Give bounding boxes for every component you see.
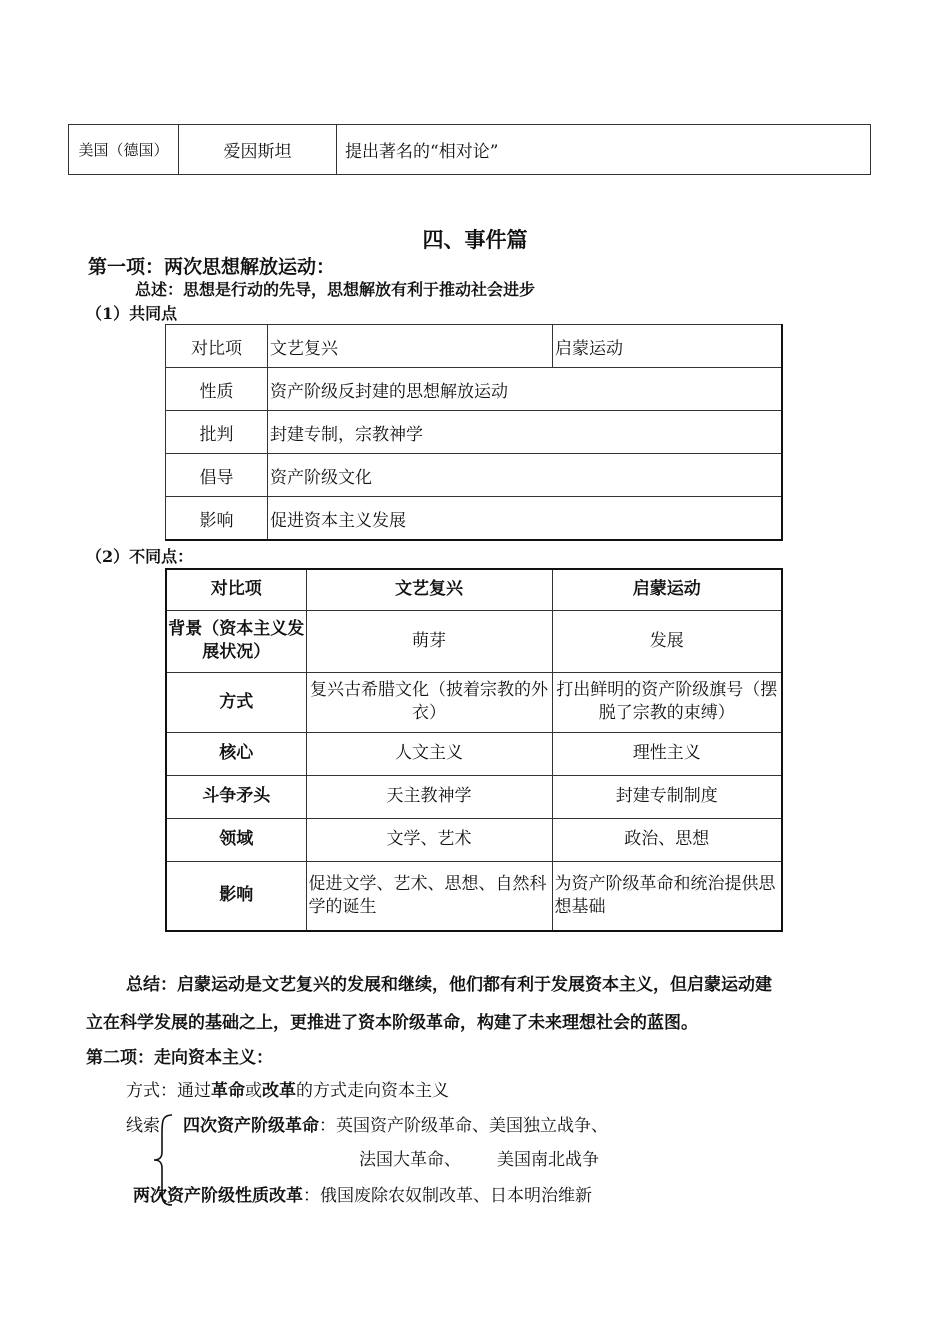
header-cell: 启蒙运动 (553, 325, 783, 368)
row-value: 封建专制，宗教神学 (268, 411, 783, 454)
row-label: 斗争矛头 (166, 775, 306, 818)
section-title: 四、事件篇 (422, 227, 528, 252)
country-cell: 美国（德国） (69, 125, 179, 175)
table-row (69, 125, 871, 175)
revolutions-list-1: 英国资产阶级革命、美国独立战争、 (336, 1116, 608, 1136)
table-row (166, 775, 782, 818)
table-row (166, 732, 782, 775)
renaissance-cell: 文学、艺术 (306, 818, 552, 861)
header-cell: 文艺复兴 (268, 325, 553, 368)
renaissance-cell: 促进文学、艺术、思想、自然科学的诞生 (306, 861, 552, 931)
table-row (166, 368, 783, 411)
row-label: 性质 (166, 368, 268, 411)
table-row (166, 411, 783, 454)
header-cell: 文艺复兴 (306, 569, 552, 610)
header-cell: 对比项 (166, 569, 306, 610)
revolutions-list-2b: 美国南北战争 (497, 1150, 599, 1170)
table-row (166, 672, 782, 732)
method-line (126, 1076, 449, 1101)
diff-heading: （2）不同点： (86, 547, 194, 566)
table-row (166, 569, 782, 610)
enlightenment-cell: 理性主义 (552, 732, 782, 775)
common-heading: （1）共同点 (86, 304, 178, 323)
row-value: 促进资本主义发展 (268, 497, 783, 541)
renaissance-cell: 复兴古希腊文化（披着宗教的外衣） (306, 672, 552, 732)
row-label: 方式 (166, 672, 306, 732)
reforms-line (133, 1181, 592, 1206)
enlightenment-cell: 为资产阶级革命和统治提供思想基础 (552, 861, 782, 931)
conclusion-line-1: 总结：启蒙运动是文艺复兴的发展和继续，他们都有利于发展资本主义，但启蒙运动建 (126, 975, 772, 995)
reforms-colon: ： (303, 1186, 320, 1206)
renaissance-cell: 萌芽 (306, 610, 552, 672)
table-row (166, 454, 783, 497)
differences-table (165, 568, 783, 932)
header-cell: 对比项 (166, 325, 268, 368)
row-value: 资产阶级反封建的思想解放运动 (268, 368, 783, 411)
method-suffix: 的方式走向资本主义 (296, 1081, 449, 1101)
revolutions-line-1 (183, 1111, 608, 1136)
achievement-cell: 提出著名的“相对论” (337, 125, 871, 175)
table-row (166, 610, 782, 672)
revolutions-line-2 (359, 1145, 599, 1170)
header-cell: 启蒙运动 (552, 569, 782, 610)
revolutions-label: 四次资产阶级革命 (183, 1116, 319, 1136)
revolutions-colon: ： (319, 1116, 336, 1136)
row-value: 资产阶级文化 (268, 454, 783, 497)
table-row (166, 497, 783, 541)
common-points-table (165, 324, 783, 541)
reforms-list: 俄国废除农奴制改革、日本明治维新 (320, 1186, 592, 1206)
row-label: 影响 (166, 861, 306, 931)
item2-title: 第二项：走向资本主义： (86, 1048, 273, 1068)
enlightenment-cell: 封建专制制度 (552, 775, 782, 818)
revolutions-list-2a: 法国大革命、 (359, 1150, 461, 1170)
item1-title: 第一项：两次思想解放运动： (88, 256, 336, 278)
conclusion-line-2: 立在科学发展的基础之上，更推进了资本阶级革命，构建了未来理想社会的蓝图。 (86, 1013, 698, 1033)
method-reform: 改革 (262, 1081, 296, 1101)
row-label: 影响 (166, 497, 268, 541)
enlightenment-cell: 政治、思想 (552, 818, 782, 861)
table-row (166, 325, 783, 368)
row-label: 背景（资本主义发展状况） (166, 610, 306, 672)
table-row (166, 818, 782, 861)
clue-label: 线索 (126, 1116, 160, 1136)
enlightenment-cell: 发展 (552, 610, 782, 672)
row-label: 领域 (166, 818, 306, 861)
person-cell: 爱因斯坦 (179, 125, 337, 175)
renaissance-cell: 人文主义 (306, 732, 552, 775)
row-label: 批判 (166, 411, 268, 454)
inventor-table (68, 124, 871, 175)
row-label: 倡导 (166, 454, 268, 497)
table-row (166, 861, 782, 931)
enlightenment-cell: 打出鲜明的资产阶级旗号（摆脱了宗教的束缚） (552, 672, 782, 732)
method-prefix: 方式：通过 (126, 1081, 211, 1101)
item1-summary: 总述：思想是行动的先导，思想解放有利于推动社会进步 (135, 280, 536, 299)
row-label: 核心 (166, 732, 306, 775)
renaissance-cell: 天主教神学 (306, 775, 552, 818)
reforms-label: 两次资产阶级性质改革 (133, 1186, 303, 1206)
method-or: 或 (245, 1081, 262, 1101)
method-revolution: 革命 (211, 1081, 245, 1101)
